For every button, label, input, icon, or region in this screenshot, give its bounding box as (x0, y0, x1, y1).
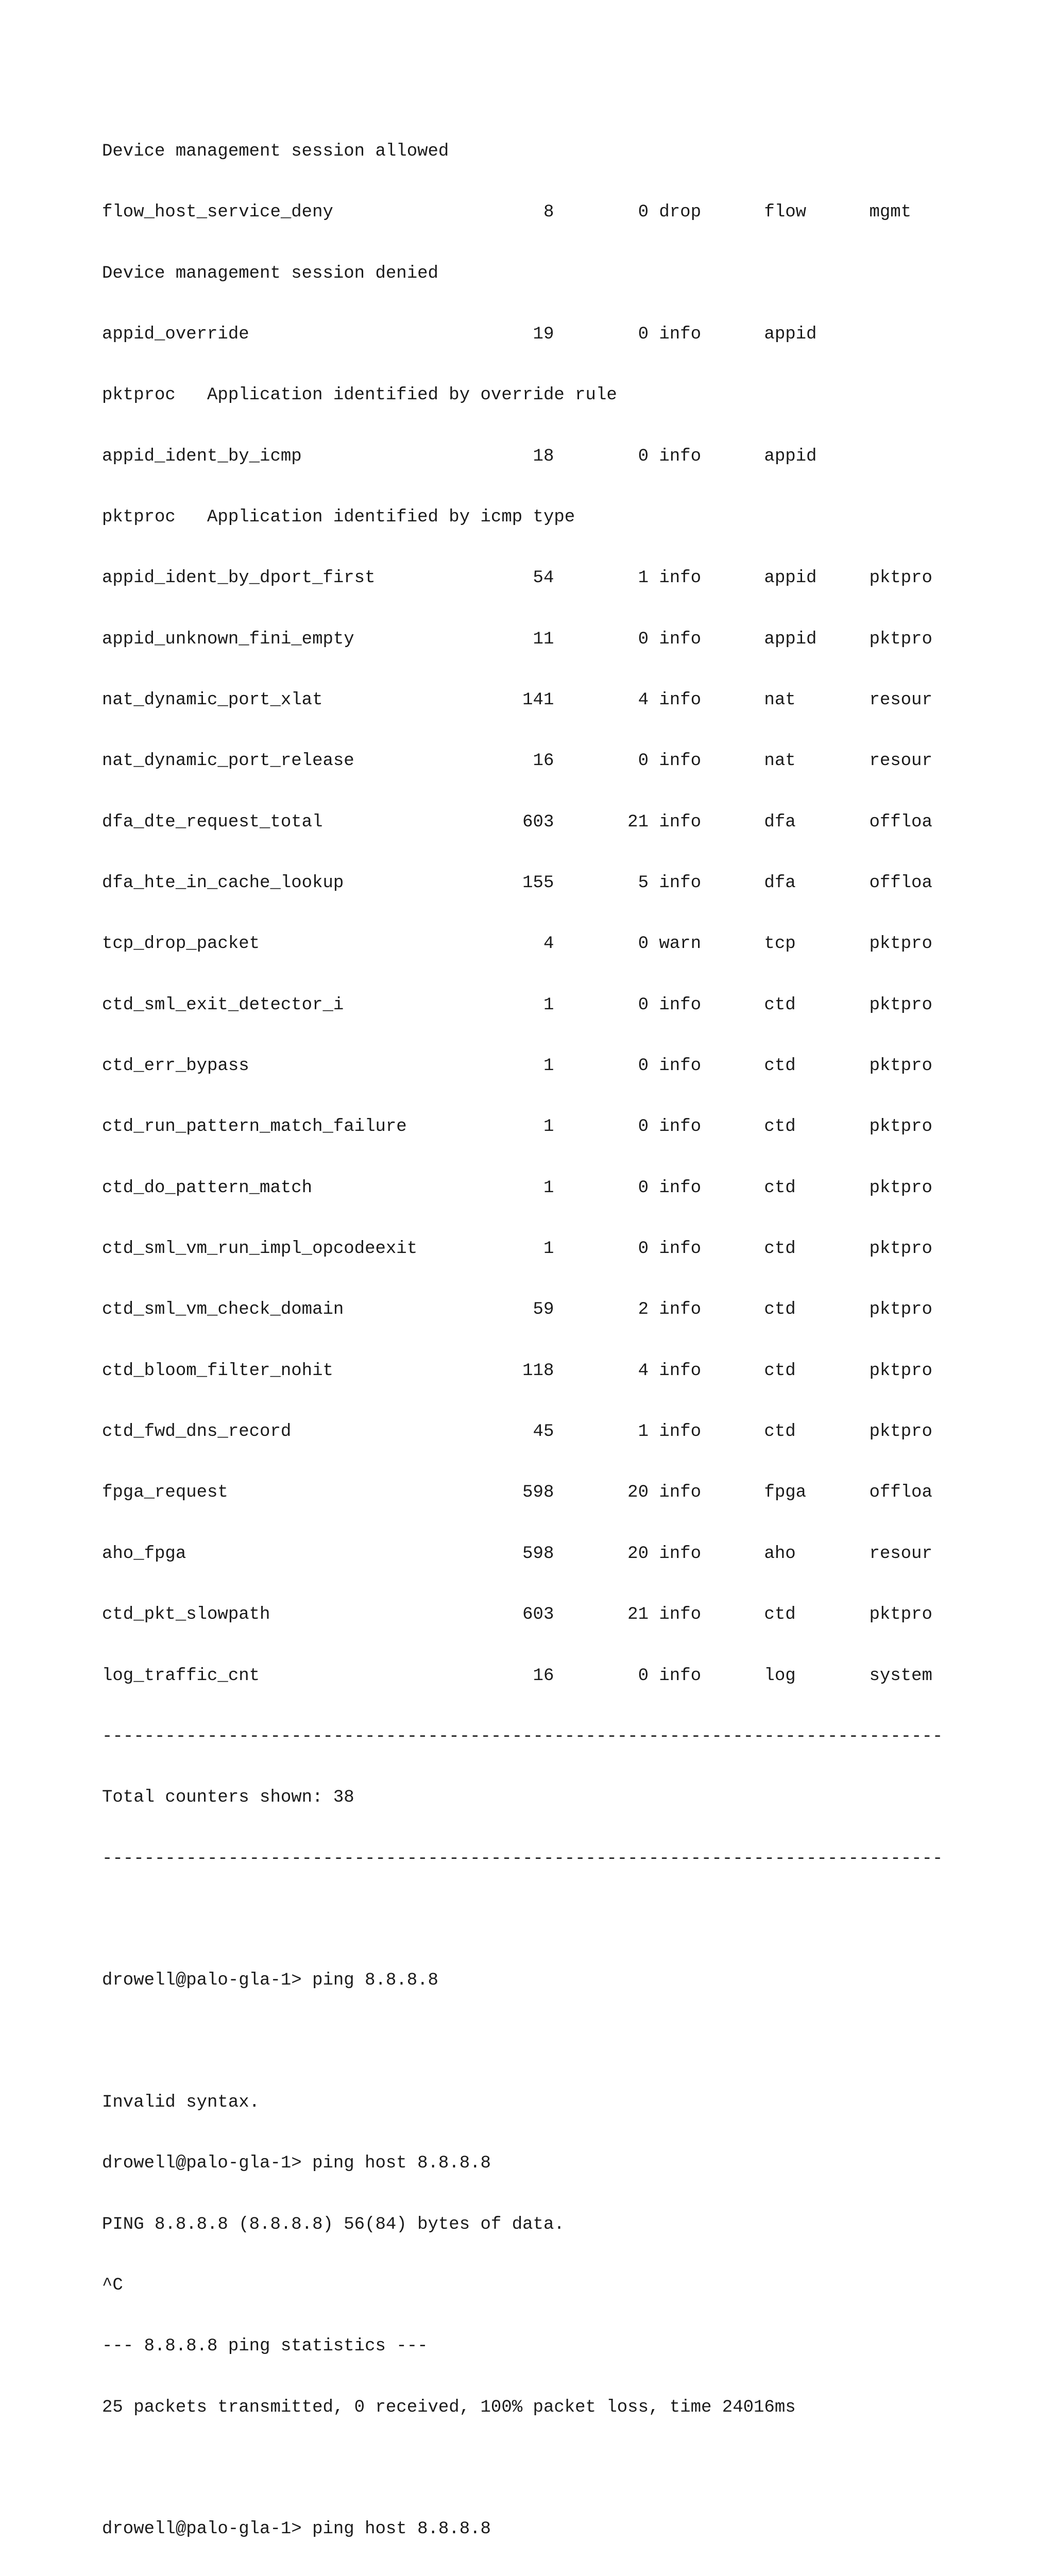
output-line: Invalid syntax. (102, 2092, 260, 2112)
output-line: ctd_run_pattern_match_failure 1 0 info ctd pktpro (102, 1117, 932, 1137)
output-line: PING 8.8.8.8 (8.8.8.8) 56(84) bytes of data. (102, 2214, 565, 2234)
command-line: drowell@palo-gla-1> ping host 8.8.8.8 (102, 2519, 491, 2539)
output-line: pktproc Application identified by icmp type (102, 507, 575, 527)
output-line: --- 8.8.8.8 ping statistics --- (102, 2336, 428, 2357)
output-line: nat_dynamic_port_xlat 141 4 info nat resour (102, 690, 932, 710)
output-line: flow_host_service_deny 8 0 drop flow mgmt (102, 202, 912, 223)
output-line (102, 2459, 943, 2479)
terminal-output (102, 101, 943, 2576)
output-line: ctd_do_pattern_match 1 0 info ctd pktpro (102, 1178, 932, 1198)
output-line: appid_ident_by_dport_first 54 1 info appid pktpro (102, 568, 932, 588)
output-line: Total counters shown: 38 (102, 1788, 354, 1808)
output-line: dfa_hte_in_cache_lookup 155 5 info dfa offloa (102, 873, 932, 893)
separator-line: -------------------------------------------------------------------------------- (102, 1849, 943, 1869)
output-line: Device management session denied (102, 263, 438, 283)
output-line: tcp_drop_packet 4 0 warn tcp pktpro (102, 934, 932, 954)
output-line: appid_ident_by_icmp 18 0 info appid (102, 446, 817, 466)
output-line: nat_dynamic_port_release 16 0 info nat resour (102, 751, 932, 771)
output-line: pktproc Application identified by override rule (102, 385, 617, 405)
output-line: fpga_request 598 20 info fpga offloa (102, 1483, 932, 1503)
output-line: dfa_dte_request_total 603 21 info dfa offloa (102, 812, 932, 832)
output-line (102, 1910, 943, 1930)
output-line: ctd_bloom_filter_nohit 118 4 info ctd pktpro (102, 1361, 932, 1381)
output-line: 25 packets transmitted, 0 received, 100% packet loss, time 24016ms (102, 2397, 796, 2417)
output-line: appid_unknown_fini_empty 11 0 info appid pktpro (102, 629, 932, 649)
output-line: log_traffic_cnt 16 0 info log system (102, 1666, 932, 1686)
output-line: ^C (102, 2275, 123, 2295)
output-line: appid_override 19 0 info appid (102, 324, 817, 344)
command-line: drowell@palo-gla-1> ping 8.8.8.8 (102, 1971, 438, 1991)
output-line: Device management session allowed (102, 141, 449, 161)
output-line: ctd_sml_vm_run_impl_opcodeexit 1 0 info ctd pktpro (102, 1239, 932, 1259)
output-line: aho_fpga 598 20 info aho resour (102, 1544, 932, 1564)
output-line: ctd_sml_exit_detector_i 1 0 info ctd pktpro (102, 995, 932, 1015)
output-line: ctd_err_bypass 1 0 info ctd pktpro (102, 1056, 932, 1076)
output-line: ctd_sml_vm_check_domain 59 2 info ctd pktpro (102, 1300, 932, 1320)
separator-line: -------------------------------------------------------------------------------- (102, 1726, 943, 1747)
command-line: drowell@palo-gla-1> ping host 8.8.8.8 (102, 2154, 491, 2174)
output-line: ctd_pkt_slowpath 603 21 info ctd pktpro (102, 1605, 932, 1625)
output-line (102, 2032, 943, 2052)
output-line: ctd_fwd_dns_record 45 1 info ctd pktpro (102, 1422, 932, 1442)
